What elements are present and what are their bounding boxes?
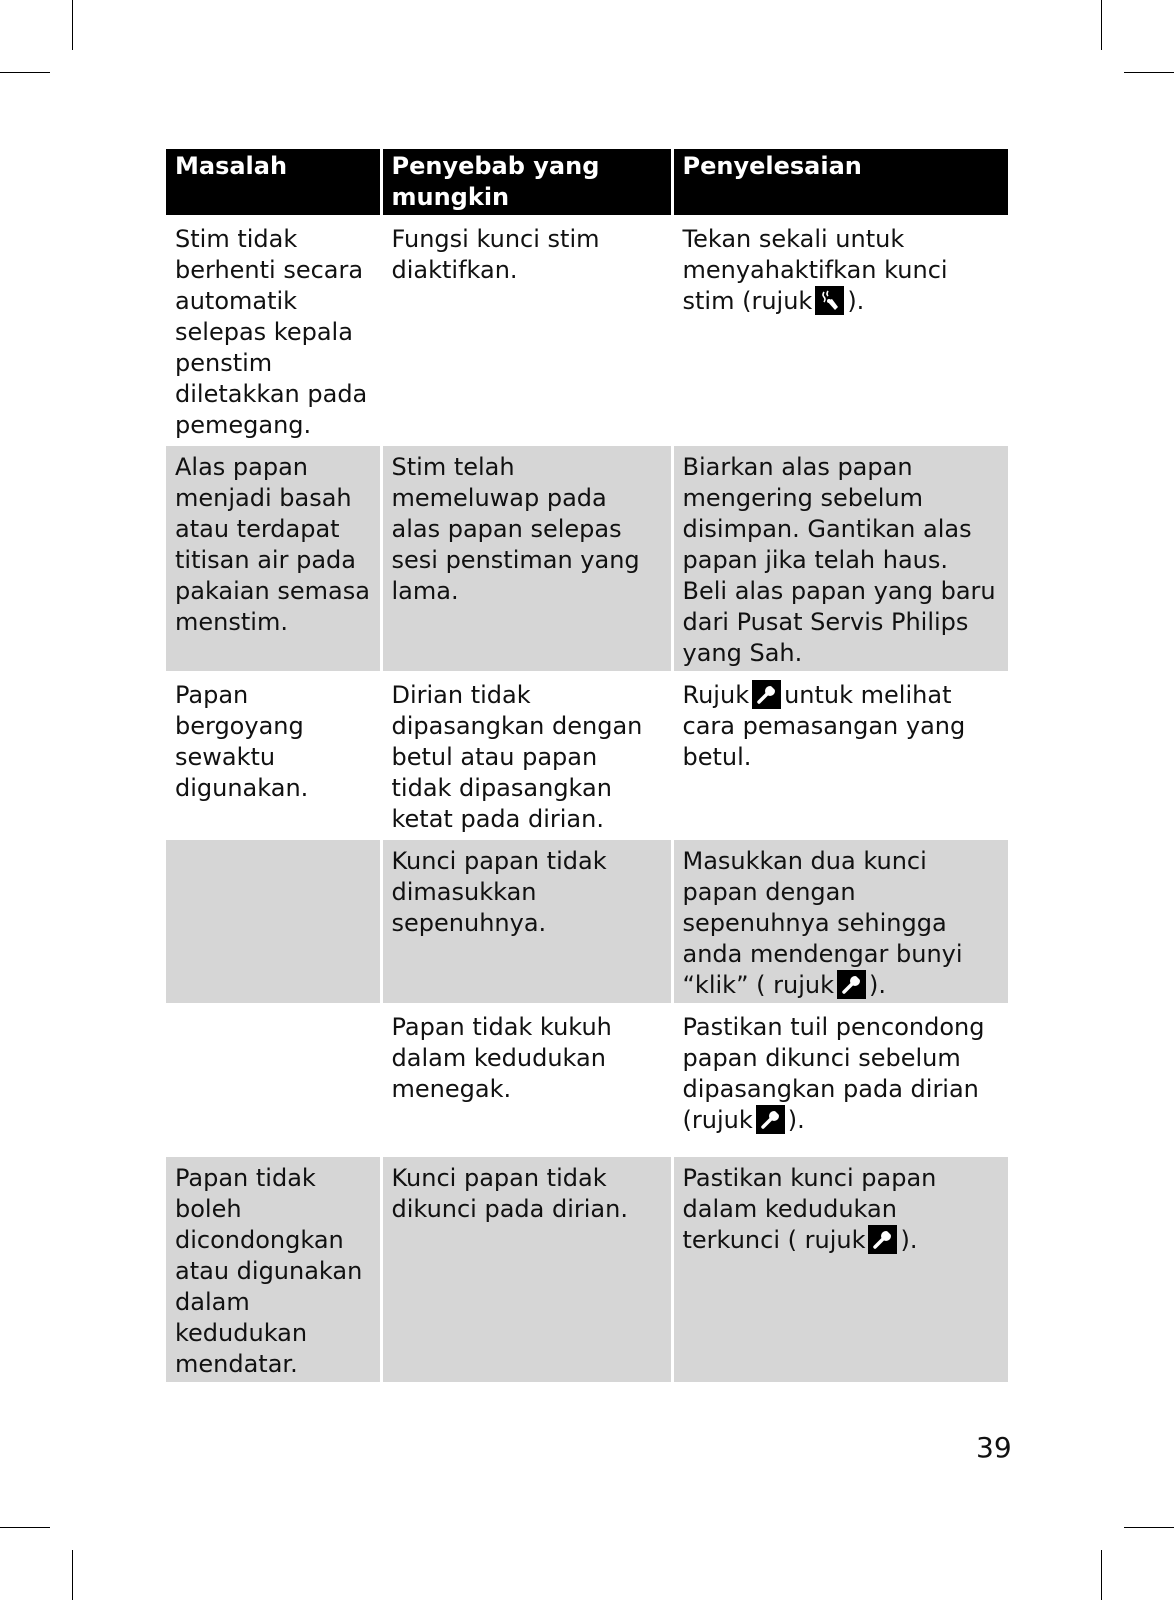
solution-cell — [672, 1156, 1008, 1384]
problem-cell — [166, 1005, 381, 1156]
solution-text-end: ). — [900, 1226, 918, 1254]
problem-cell: Alas papan menjadi basah atau terdapat titisan air pada pakaian semasa menstim. — [166, 445, 381, 673]
table-header-row — [166, 149, 1008, 217]
cause-cell: Fungsi kunci stim diaktifkan. — [381, 217, 672, 445]
wrench-icon — [837, 970, 866, 999]
crop-mark — [1101, 1550, 1102, 1600]
cause-cell: Kunci papan tidak dimasukkan sepenuhnya. — [381, 839, 672, 1005]
table-row — [166, 445, 1008, 673]
solution-cell — [672, 673, 1008, 839]
table-row — [166, 673, 1008, 839]
solution-text: Masukkan dua kunci papan dengan sepenuhnya sehingga anda mendengar bunyi “klik” ( rujuk — [682, 847, 963, 999]
cause-cell: Stim telah memeluwap pada alas papan selepas sesi penstiman yang lama. — [381, 445, 672, 673]
problem-cell: Stim tidak berhenti secara automatik selepas kepala penstim diletakkan pada pemegang. — [166, 217, 381, 445]
wrench-icon — [756, 1105, 785, 1134]
problem-cell: Papan bergoyang sewaktu digunakan. — [166, 673, 381, 839]
wrench-icon — [752, 680, 781, 709]
troubleshooting-table — [166, 149, 1008, 1385]
table-row — [166, 1156, 1008, 1384]
solution-text: Pastikan kunci papan dalam kedudukan terkunci ( rujuk — [682, 1164, 937, 1254]
crop-mark — [1124, 72, 1174, 73]
steam-lock-icon — [815, 286, 844, 315]
table-row — [166, 1005, 1008, 1156]
solution-text-end: ). — [787, 1106, 805, 1134]
crop-mark — [72, 0, 73, 50]
solution-text: Pastikan tuil pencondong papan dikunci sebelum dipasangkan pada dirian (rujuk — [682, 1013, 985, 1134]
crop-mark — [0, 1527, 50, 1528]
solution-text-end: ). — [847, 287, 865, 315]
table-row — [166, 217, 1008, 445]
cause-cell: Kunci papan tidak dikunci pada dirian. — [381, 1156, 672, 1384]
header-cause: Penyebab yang mungkin — [381, 149, 672, 217]
solution-text-end: untuk melihat cara pemasangan yang betul. — [682, 681, 966, 771]
page-number: 39 — [976, 1431, 1012, 1464]
solution-cell — [672, 217, 1008, 445]
solution-cell — [672, 1005, 1008, 1156]
header-problem: Masalah — [166, 149, 381, 217]
crop-mark — [1101, 0, 1102, 50]
crop-mark — [1124, 1527, 1174, 1528]
wrench-icon — [868, 1225, 897, 1254]
cause-cell: Dirian tidak dipasangkan dengan betul atau papan tidak dipasangkan ketat pada dirian. — [381, 673, 672, 839]
solution-cell — [672, 839, 1008, 1005]
crop-mark — [0, 72, 50, 73]
solution-text: Tekan sekali untuk menyahaktifkan kunci stim (rujuk — [682, 225, 948, 315]
table-row — [166, 839, 1008, 1005]
solution-text-end: ). — [868, 971, 886, 999]
problem-cell: Papan tidak boleh dicondongkan atau digunakan dalam kedudukan mendatar. — [166, 1156, 381, 1384]
problem-cell — [166, 839, 381, 1005]
solution-cell: Biarkan alas papan mengering sebelum disimpan. Gantikan alas papan jika telah haus. Beli alas papan yang baru dari Pusat Servis Philips yang Sah. — [672, 445, 1008, 673]
solution-text: Rujuk — [682, 681, 750, 709]
crop-mark — [72, 1550, 73, 1600]
cause-cell: Papan tidak kukuh dalam kedudukan menegak. — [381, 1005, 672, 1156]
header-solution: Penyelesaian — [672, 149, 1008, 217]
